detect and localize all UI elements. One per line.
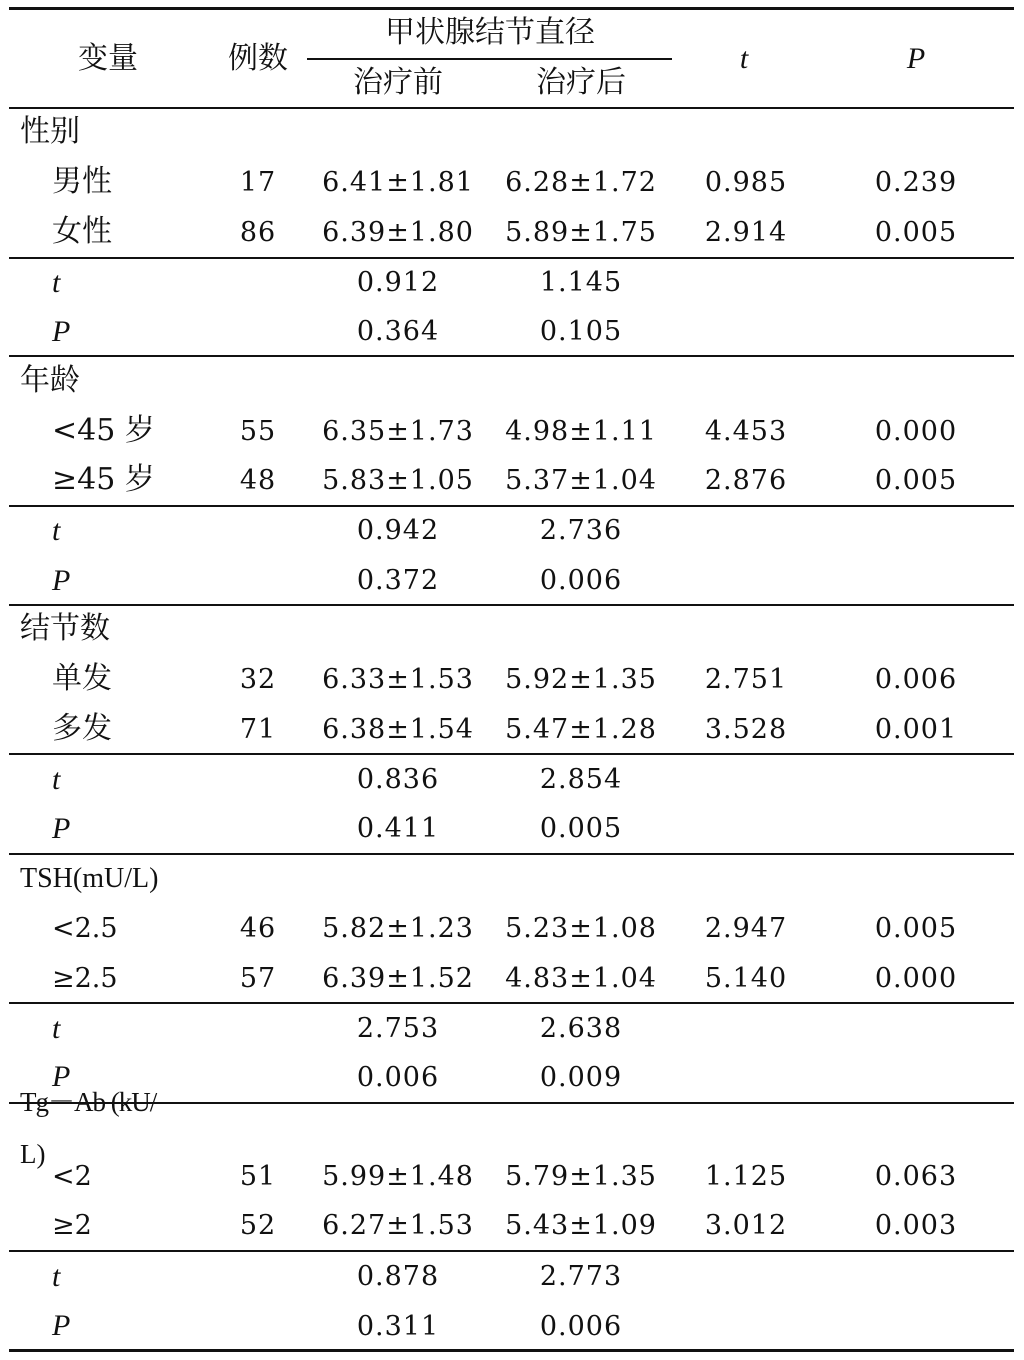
row-n: 46	[239, 913, 277, 944]
group-divider	[9, 604, 1014, 606]
row-before: 6.35±1.73	[322, 416, 474, 447]
row-label: 单发	[52, 661, 112, 696]
row-p: 0.000	[874, 963, 958, 994]
row-t: 2.751	[704, 664, 788, 695]
row-n: 32	[239, 664, 277, 695]
stat-t-before: 2.753	[356, 1013, 440, 1044]
stat-t-before: 0.836	[356, 764, 440, 795]
row-before: 5.83±1.05	[322, 465, 474, 496]
row-after: 4.98±1.11	[505, 416, 657, 447]
row-n: 55	[239, 416, 277, 447]
group-divider	[9, 1102, 1014, 1104]
stat-t-after: 2.638	[539, 1013, 623, 1044]
row-n: 71	[239, 714, 277, 745]
header-variable: 变量	[78, 41, 138, 76]
row-after: 5.47±1.28	[505, 714, 657, 745]
row-after: 5.23±1.08	[505, 913, 657, 944]
row-p: 0.239	[874, 167, 958, 198]
stat-p-after: 0.006	[539, 1311, 623, 1342]
row-after: 5.37±1.04	[505, 465, 657, 496]
row-label: 多发	[52, 711, 112, 746]
stat-p-after: 0.005	[539, 813, 623, 844]
stat-t-after: 1.145	[539, 267, 623, 298]
group-divider	[9, 1250, 1014, 1252]
group-divider	[9, 753, 1014, 755]
stat-p-before: 0.372	[356, 565, 440, 596]
stat-p-after: 0.009	[539, 1062, 623, 1093]
row-after: 5.89±1.75	[505, 217, 657, 248]
row-t: 2.876	[704, 465, 788, 496]
row-t: 0.985	[704, 167, 788, 198]
row-t: 5.140	[704, 963, 788, 994]
row-p: 0.063	[874, 1161, 958, 1192]
row-after: 5.92±1.35	[505, 664, 657, 695]
row-n: 86	[239, 217, 277, 248]
stat-p-after: 0.006	[539, 565, 623, 596]
row-t: 2.914	[704, 217, 788, 248]
stat-p-after: 0.105	[539, 316, 623, 347]
top-rule	[9, 7, 1014, 10]
row-label: <2.5	[52, 913, 118, 944]
header-p: P	[906, 42, 926, 75]
stat-p-before: 0.364	[356, 316, 440, 347]
row-label: <2	[52, 1161, 92, 1192]
row-t: 2.947	[704, 913, 788, 944]
stat-t-after: 2.736	[539, 515, 623, 546]
group-title-age: 年龄	[20, 363, 80, 398]
row-before: 6.39±1.52	[322, 963, 474, 994]
row-n: 52	[239, 1210, 277, 1241]
row-label: 男性	[52, 164, 112, 199]
header-diameter-group: 甲状腺结节直径	[385, 15, 595, 50]
stat-t-label: t	[52, 763, 61, 796]
row-t: 3.528	[704, 714, 788, 745]
row-before: 6.39±1.80	[322, 217, 474, 248]
row-p: 0.003	[874, 1210, 958, 1241]
row-after: 5.79±1.35	[505, 1161, 657, 1192]
row-n: 48	[239, 465, 277, 496]
row-p: 0.001	[874, 714, 958, 745]
stat-t-before: 0.878	[356, 1261, 440, 1292]
stat-p-label: P	[52, 1309, 71, 1342]
bottom-rule	[9, 1349, 1014, 1352]
row-label: <45 岁	[52, 413, 155, 448]
row-before: 6.33±1.53	[322, 664, 474, 695]
stat-t-after: 2.773	[539, 1261, 623, 1292]
row-t: 3.012	[704, 1210, 788, 1241]
row-label: 女性	[52, 214, 112, 249]
group-title-tgab-line2: L)	[20, 1139, 46, 1169]
header-t: t	[739, 42, 749, 75]
header-bottom-rule	[9, 107, 1014, 109]
header-before: 治疗前	[353, 65, 443, 100]
row-before: 6.27±1.53	[322, 1210, 474, 1241]
stat-t-label: t	[52, 1260, 61, 1293]
stat-p-label: P	[52, 315, 71, 348]
row-t: 4.453	[704, 416, 788, 447]
row-before: 6.41±1.81	[322, 167, 474, 198]
stat-t-label: t	[52, 514, 61, 547]
row-label: ≥2.5	[52, 963, 118, 994]
row-after: 6.28±1.72	[505, 167, 657, 198]
row-before: 5.99±1.48	[322, 1161, 474, 1192]
stat-p-before: 0.006	[356, 1062, 440, 1093]
row-p: 0.005	[874, 465, 958, 496]
group-divider	[9, 1002, 1014, 1004]
row-after: 5.43±1.09	[505, 1210, 657, 1241]
row-n: 51	[239, 1161, 277, 1192]
group-title-tsh: TSH(mU/L)	[20, 863, 159, 894]
group-title-nodule-count: 结节数	[20, 611, 110, 646]
row-before: 5.82±1.23	[322, 913, 474, 944]
group-title-tgab-line1: Tg－Ab (kU/	[20, 1087, 157, 1117]
row-t: 1.125	[704, 1161, 788, 1192]
header-subrule	[307, 58, 672, 60]
stat-p-label: P	[52, 564, 71, 597]
stat-t-label: t	[52, 1012, 61, 1045]
group-divider	[9, 355, 1014, 357]
stat-p-before: 0.311	[356, 1311, 440, 1342]
stat-t-before: 0.942	[356, 515, 440, 546]
group-title-sex: 性别	[20, 114, 80, 149]
group-divider	[9, 853, 1014, 855]
header-after: 治疗后	[536, 65, 626, 100]
stat-t-label: t	[52, 266, 61, 299]
row-n: 17	[239, 167, 277, 198]
stat-t-after: 2.854	[539, 764, 623, 795]
row-n: 57	[239, 963, 277, 994]
row-p: 0.005	[874, 913, 958, 944]
stat-t-before: 0.912	[356, 267, 440, 298]
row-before: 6.38±1.54	[322, 714, 474, 745]
row-p: 0.005	[874, 217, 958, 248]
group-divider	[9, 505, 1014, 507]
stat-p-label: P	[52, 1060, 71, 1093]
row-label: ≥2	[52, 1210, 92, 1241]
row-p: 0.006	[874, 664, 958, 695]
stat-p-label: P	[52, 812, 71, 845]
group-divider	[9, 257, 1014, 259]
row-label: ≥45 岁	[52, 462, 155, 497]
row-after: 4.83±1.04	[505, 963, 657, 994]
header-cases: 例数	[228, 41, 288, 76]
row-p: 0.000	[874, 416, 958, 447]
stat-p-before: 0.411	[356, 813, 440, 844]
